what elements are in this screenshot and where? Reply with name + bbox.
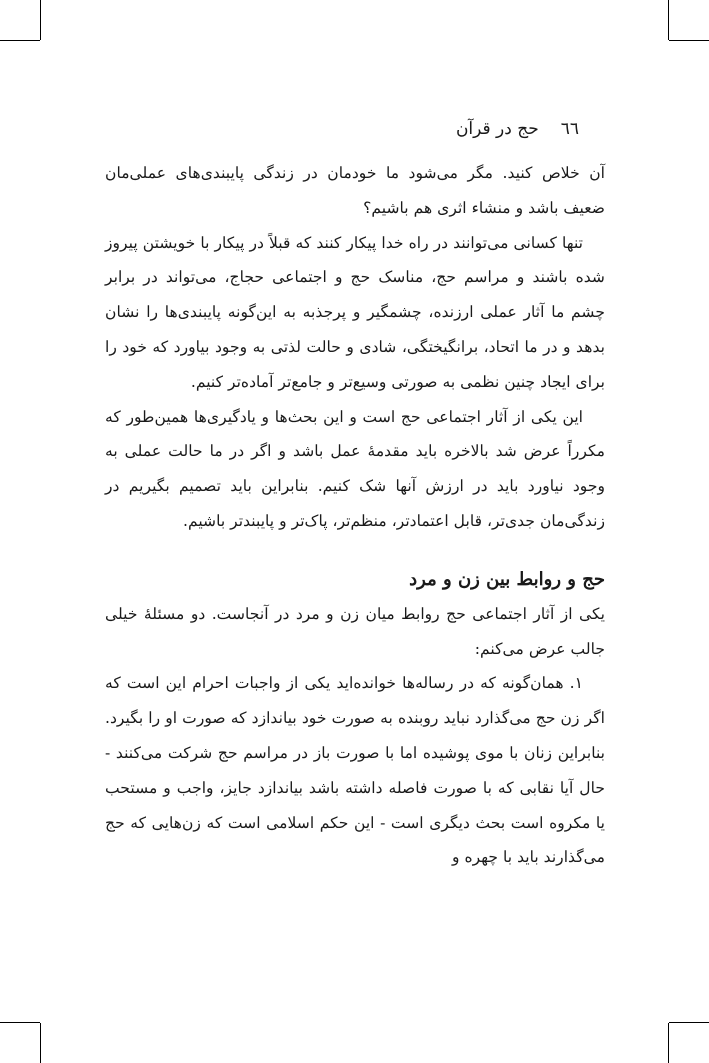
crop-mark-bottom-left-v (40, 1023, 41, 1063)
paragraph: این یکی از آثار اجتماعی حج است و این بحث‌ها و یادگیری‌ها همین‌طور که مکرراً عرض شد بالاخره باید مقدمهٔ عمل باشد و اگر در ما حالت عملی به وجود نیاورد باید در ارزش آنها شک کنیم. بنابراین باید تصمیم بگیریم در زندگی‌مان جدی‌تر، قابل اعتمادتر، منظم‌تر، پاک‌تر و پایبندتر باشیم. (105, 407, 605, 530)
paragraph: تنها کسانی می‌توانند در راه خدا پیکار کنند که قبلاً در پیکار با خویشتن پیروز شده باشند و مراسم حج، مناسک حج و اجتماعی حجاج، می‌تواند در برابر چشم ما آثار عملی ارزنده، چشمگیر و پرجذبه به این‌گونه پایبندی‌ها را نشان بدهد و در ما اتحاد، برانگیختگی، شادی و حالت لذتی به وجود بیاورد که خود را برای ایجاد چنین نظمی به صورتی وسیع‌تر و جامع‌تر آماده‌تر کنیم. (105, 233, 605, 391)
crop-mark-top-right-v (668, 0, 669, 40)
page-body (105, 156, 605, 875)
crop-mark-top-left-v (40, 0, 41, 40)
crop-mark-top-left-h (0, 40, 40, 41)
paragraph: ۱. همان‌گونه که در رساله‌ها خوانده‌اید یکی از واجبات احرام این است که اگر زن حج می‌گذارد نباید روبنده به صورت خود بیاندازد که صورت او را بگیرد. بنابراین زنان با موی پوشیده اما با صورت باز در مراسم حج شرکت می‌کنند - حال آیا نقابی که با صورت فاصله داشته باشد بیاندازد جایز، واجب و مستحب یا مکروه است بحث دیگری است - این حکم اسلامی است که زن‌هایی که حج می‌گذارند باید با چهره و (105, 674, 605, 867)
paragraph-continuation: آن خلاص کنید. مگر می‌شود ما خودمان در زندگی پایبندی‌های عملی‌مان ضعیف باشد و منشاء اثری هم باشیم؟ (105, 164, 605, 217)
book-title: حج در قرآن (455, 119, 539, 139)
crop-mark-bottom-right-v (668, 1023, 669, 1063)
crop-mark-bottom-right-h (669, 1022, 709, 1023)
crop-mark-bottom-left-h (0, 1022, 40, 1023)
paragraph: یکی از آثار اجتماعی حج روابط میان زن و مرد در آنجاست. دو مسئلهٔ خیلی جالب عرض می‌کنم: (105, 604, 605, 658)
page-number: ٦٦ (560, 119, 579, 139)
running-head (379, 117, 579, 141)
section-heading: حج و روابط بین زن و مرد (409, 568, 605, 590)
crop-mark-top-right-h (669, 40, 709, 41)
